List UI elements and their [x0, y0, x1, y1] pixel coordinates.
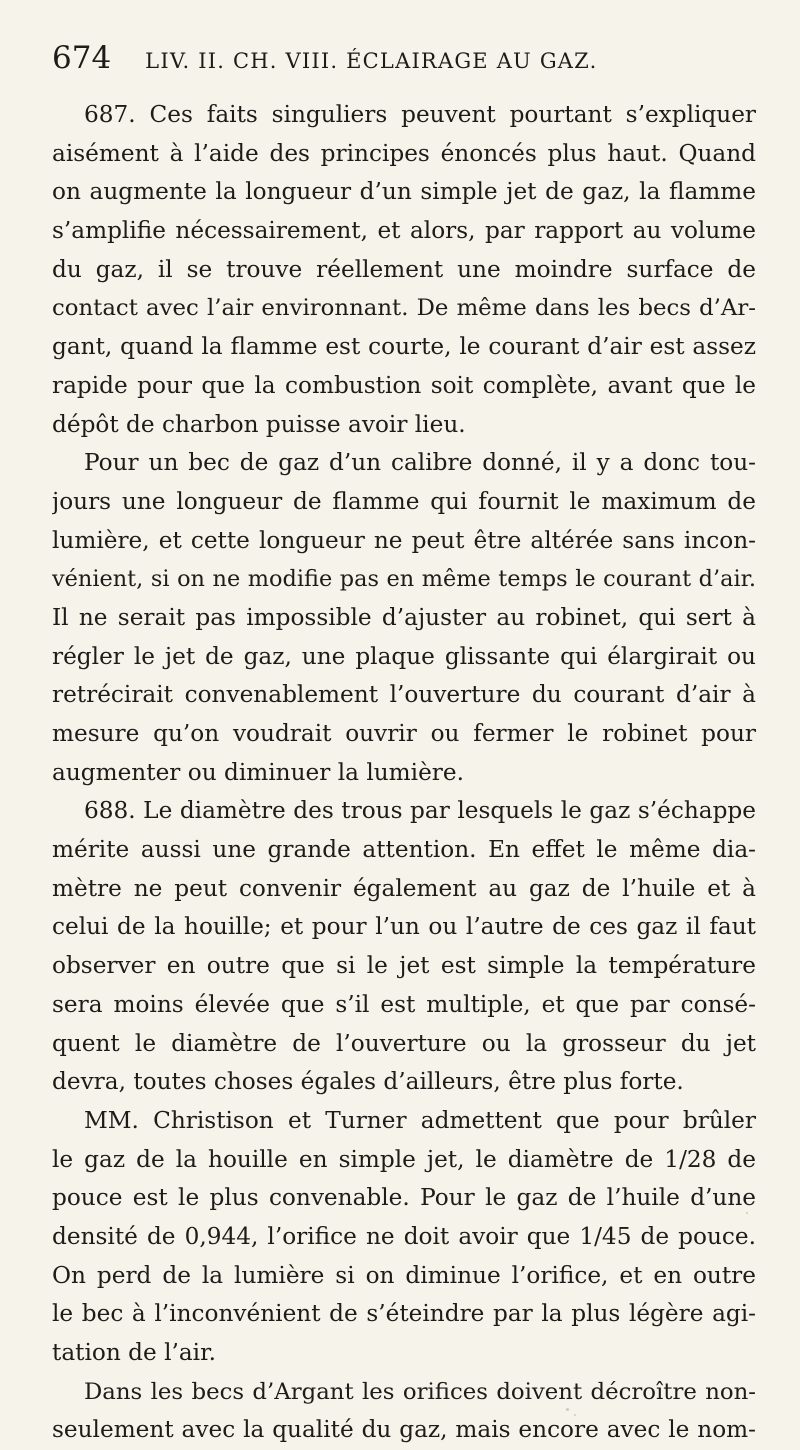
- text-line: régler le jet de gaz, une plaque glissante qui élargirait ou: [52, 642, 756, 670]
- paper-speck: [566, 1408, 569, 1411]
- text-line: le bec à l’inconvénient de s’éteindre par la plus légère agi-: [52, 1300, 756, 1328]
- text-line: devra, toutes choses égales d’ailleurs, être plus forte.: [52, 1068, 684, 1096]
- paper-speck: [746, 1212, 748, 1214]
- text-line: gant, quand la flamme est courte, le courant d’air est assez: [52, 333, 756, 361]
- text-line: contact avec l’air environnant. De même dans les becs d’Ar-: [52, 295, 756, 322]
- paper-speck: [574, 1414, 576, 1416]
- text-line: quent le diamètre de l’ouverture ou la grosseur du jet: [52, 1029, 756, 1057]
- text-line: jours une longueur de flamme qui fournit le maximum de: [52, 487, 756, 515]
- text-line: mérite aussi une grande attention. En effet le même dia-: [52, 836, 756, 864]
- running-head: [52, 40, 756, 92]
- text-line: celui de la houille; et pour l’un ou l’autre de ces gaz il faut: [52, 913, 756, 941]
- text-line: 688. Le diamètre des trous par lesquels le gaz s’échappe: [84, 797, 756, 825]
- body-text: [52, 96, 756, 1450]
- text-line: tation de l’air.: [52, 1339, 217, 1366]
- text-line: augmenter ou diminuer la lumière.: [52, 758, 464, 786]
- text-line: on augmente la longueur d’un simple jet de gaz, la flamme: [52, 178, 756, 206]
- text-line: mesure qu’on voudrait ouvrir ou fermer le robinet pour: [52, 720, 756, 747]
- text-line: rapide pour que la combustion soit complète, avant que le: [52, 371, 756, 399]
- text-line: mètre ne peut convenir également au gaz de l’huile et à: [52, 874, 756, 902]
- text-line: le gaz de la houille en simple jet, le diamètre de 1/28 de: [52, 1145, 756, 1173]
- text-line: MM. Christison et Turner admettent que pour brûler: [84, 1106, 756, 1134]
- text-line: vénient, si on ne modifie pas en même temps le courant d’air.: [52, 566, 756, 593]
- text-line: du gaz, il se trouve réellement une moindre surface de: [52, 255, 756, 283]
- text-line: sera moins élevée que s’il est multiple, et que par consé-: [52, 990, 756, 1018]
- page-number: 674: [52, 40, 112, 76]
- text-line: Dans les becs d’Argant les orifices doivent décroître non-: [84, 1378, 756, 1405]
- text-line: observer en outre que si le jet est simple la température: [52, 952, 756, 980]
- chapter-header: LIV. II. CH. VIII. ÉCLAIRAGE AU GAZ.: [145, 49, 598, 73]
- text-line: aisément à l’aide des principes énoncés plus haut. Quand: [52, 139, 756, 167]
- text-line: seulement avec la qualité du gaz, mais encore avec le nom-: [52, 1416, 756, 1444]
- text-line: s’amplifie nécessairement, et alors, par rapport au volume: [52, 217, 756, 245]
- text-line: dépôt de charbon puisse avoir lieu.: [52, 410, 466, 438]
- text-line: 687. Ces faits singuliers peuvent pourtant s’expliquer: [84, 101, 756, 128]
- text-line: On perd de la lumière si on diminue l’orifice, et en outre: [52, 1261, 756, 1289]
- text-line: lumière, et cette longueur ne peut être altérée sans incon-: [52, 526, 756, 554]
- text-line: retrécirait convenablement l’ouverture du courant d’air à: [52, 681, 756, 709]
- text-line: pouce est le plus convenable. Pour le gaz de l’huile d’une: [52, 1184, 756, 1212]
- text-line: densité de 0,944, l’orifice ne doit avoir que 1/45 de pouce.: [52, 1222, 756, 1250]
- text-line: Pour un bec de gaz d’un calibre donné, il y a donc tou-: [84, 449, 756, 477]
- text-line: Il ne serait pas impossible d’ajuster au robinet, qui sert à: [52, 603, 756, 631]
